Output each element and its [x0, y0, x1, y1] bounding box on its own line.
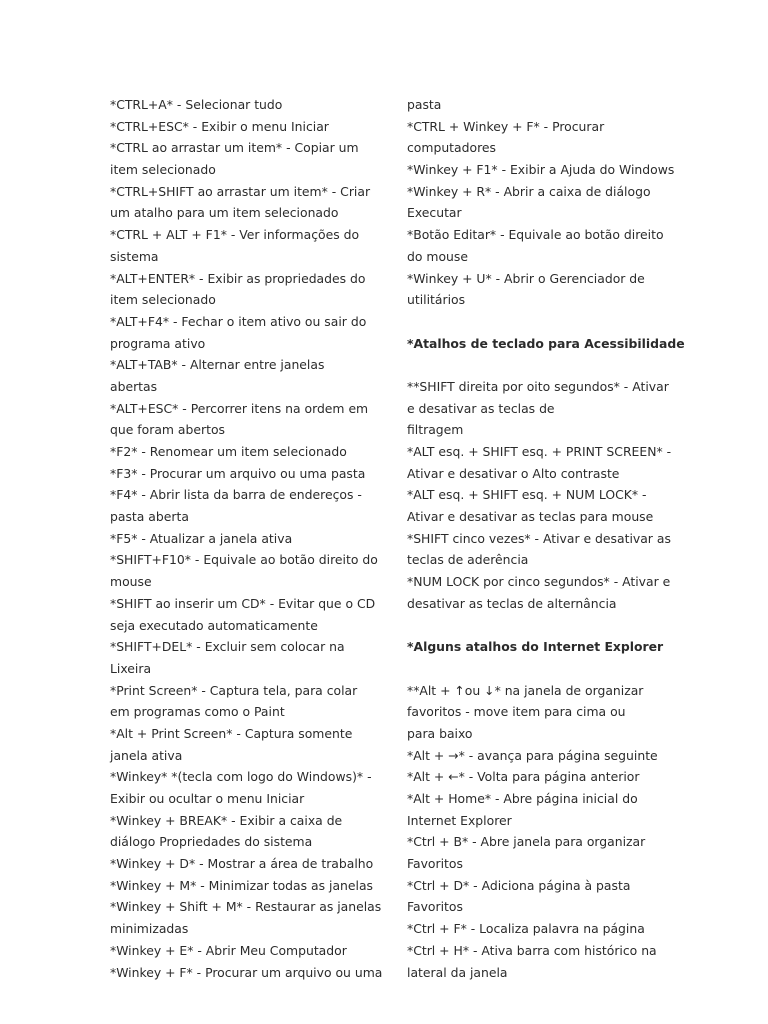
shortcut-line: *Winkey + D* - Mostrar a área de trabalho — [110, 856, 374, 872]
shortcut-line: *Print Screen* - Captura tela, para colar — [110, 682, 358, 698]
shortcut-line: *Alt + Home* - Abre página inicial do — [407, 791, 638, 806]
shortcut-line: *Winkey + BREAK* - Exibir a caixa de — [110, 812, 343, 828]
shortcut-line: para baixo — [407, 725, 473, 741]
shortcut-line: *F4* - Abrir lista da barra de endereços - — [110, 487, 362, 503]
shortcut-line: *ALT esq. + SHIFT esq. + PRINT SCREEN* - — [407, 444, 672, 459]
shortcut-line: filtragem — [407, 422, 464, 438]
shortcut-line: *Alt + ←* - Volta para página anterior — [407, 769, 640, 785]
shortcut-line: em programas como o Paint — [110, 704, 285, 720]
shortcut-line: utilitários — [407, 292, 466, 308]
section-heading-internet-explorer: *Alguns atalhos do Internet Explorer — [407, 639, 664, 655]
shortcut-line: *Alt + →* - avança para página seguinte — [407, 747, 658, 763]
shortcut-line: *NUM LOCK por cinco segundos* - Ativar e — [407, 574, 671, 590]
blank-line — [407, 615, 657, 637]
left-column — [110, 94, 383, 983]
blank-line — [407, 354, 657, 376]
shortcut-line: *ALT+ESC* - Percorrer itens na ordem em — [110, 400, 369, 416]
shortcut-line: diálogo Propriedades do sistema — [110, 834, 313, 850]
shortcut-line: sistema — [110, 248, 159, 264]
shortcut-line: teclas de aderência — [407, 552, 529, 568]
shortcut-line: computadores — [407, 140, 496, 156]
shortcut-line: *Winkey + U* - Abrir o Gerenciador de — [407, 270, 645, 286]
shortcut-line: do mouse — [407, 248, 468, 264]
shortcut-line: *F5* - Atualizar a janela ativa — [110, 530, 293, 546]
shortcut-line: *CTRL+A* - Selecionar tudo — [110, 97, 283, 112]
shortcut-line: *Winkey + F1* - Exibir a Ajuda do Windows — [407, 162, 675, 178]
shortcut-line: *Winkey + F* - Procurar um arquivo ou uma — [110, 964, 383, 980]
blank-line — [407, 658, 657, 680]
shortcut-line: *SHIFT ao inserir um CD* - Evitar que o CD — [110, 595, 376, 611]
shortcut-line: desativar as teclas de alternância — [407, 595, 617, 611]
shortcut-line: *CTRL+SHIFT ao arrastar um item* - Criar — [110, 183, 371, 199]
shortcut-line: **SHIFT direita por oito segundos* - Ativar — [407, 378, 669, 394]
shortcut-line: *ALT esq. + SHIFT esq. + NUM LOCK* - — [407, 487, 647, 503]
shortcut-line: *SHIFT+F10* - Equivale ao botão direito do — [110, 552, 378, 568]
shortcut-line: *Winkey + M* - Minimizar todas as janelas — [110, 877, 374, 893]
shortcut-line: *Winkey* *(tecla com logo do Windows)* - — [110, 769, 372, 785]
shortcut-line: Lixeira — [110, 660, 152, 676]
shortcut-line: *Winkey + R* - Abrir a caixa de diálogo — [407, 183, 651, 199]
shortcut-line: Executar — [407, 205, 462, 221]
shortcut-line: item selecionado — [110, 162, 216, 178]
shortcut-line: *SHIFT cinco vezes* - Ativar e desativar as — [407, 530, 671, 546]
shortcut-line: que foram abertos — [110, 422, 225, 438]
shortcut-line: janela ativa — [110, 747, 183, 763]
shortcut-line: Ativar e desativar as teclas para mouse — [407, 509, 654, 525]
right-column — [407, 94, 685, 983]
shortcut-line: Favoritos — [407, 856, 463, 872]
blank-line — [407, 311, 657, 333]
shortcut-line: lateral da janela — [407, 964, 508, 980]
shortcut-line: e desativar as teclas de — [407, 400, 555, 416]
shortcut-line: *CTRL + ALT + F1* - Ver informações do — [110, 227, 360, 243]
shortcut-line: *CTRL + Winkey + F* - Procurar — [407, 118, 605, 134]
shortcut-line: *Ctrl + B* - Abre janela para organizar — [407, 834, 646, 850]
shortcut-line: *Botão Editar* - Equivale ao botão direito — [407, 227, 664, 243]
shortcut-line: Exibir ou ocultar o menu Iniciar — [110, 791, 305, 806]
shortcut-line: **Alt + ↑ou ↓* na janela de organizar — [407, 682, 644, 698]
shortcut-line: *ALT+TAB* - Alternar entre janelas — [110, 357, 325, 373]
shortcut-line: Ativar e desativar o Alto contraste — [407, 465, 620, 481]
shortcut-line: mouse — [110, 574, 152, 590]
shortcut-line: *Ctrl + D* - Adiciona página à pasta — [407, 877, 631, 893]
shortcut-line: Favoritos — [407, 899, 463, 915]
shortcut-line: *F3* - Procurar um arquivo ou uma pasta — [110, 465, 366, 481]
shortcut-line: *Winkey + E* - Abrir Meu Computador — [110, 942, 347, 958]
shortcut-line: *F2* - Renomear um item selecionado — [110, 444, 347, 459]
shortcut-line: *Ctrl + F* - Localiza palavra na página — [407, 921, 645, 937]
shortcut-line: *CTRL ao arrastar um item* - Copiar um — [110, 140, 359, 156]
shortcut-line: abertas — [110, 378, 158, 394]
shortcut-line: minimizadas — [110, 921, 189, 937]
shortcut-line: *Winkey + Shift + M* - Restaurar as janelas — [110, 899, 382, 915]
shortcut-line: pasta — [407, 97, 442, 112]
shortcut-line: *SHIFT+DEL* - Excluir sem colocar na — [110, 639, 345, 655]
section-heading-accessibility: *Atalhos de teclado para Acessibilidade — [407, 335, 685, 351]
shortcut-line: *Ctrl + H* - Ativa barra com histórico na — [407, 942, 657, 958]
shortcut-line: programa ativo — [110, 335, 206, 351]
shortcut-line: item selecionado — [110, 292, 216, 308]
shortcut-line: *ALT+ENTER* - Exibir as propriedades do — [110, 270, 366, 286]
shortcut-line: pasta aberta — [110, 509, 189, 525]
shortcut-line: um atalho para um item selecionado — [110, 205, 339, 221]
shortcut-line: *CTRL+ESC* - Exibir o menu Iniciar — [110, 118, 329, 134]
shortcut-line: Internet Explorer — [407, 812, 512, 828]
shortcut-line: seja executado automaticamente — [110, 617, 318, 633]
shortcut-line: favoritos - move item para cima ou — [407, 704, 626, 720]
shortcut-line: *ALT+F4* - Fechar o item ativo ou sair do — [110, 313, 367, 329]
shortcut-line: *Alt + Print Screen* - Captura somente — [110, 725, 353, 741]
